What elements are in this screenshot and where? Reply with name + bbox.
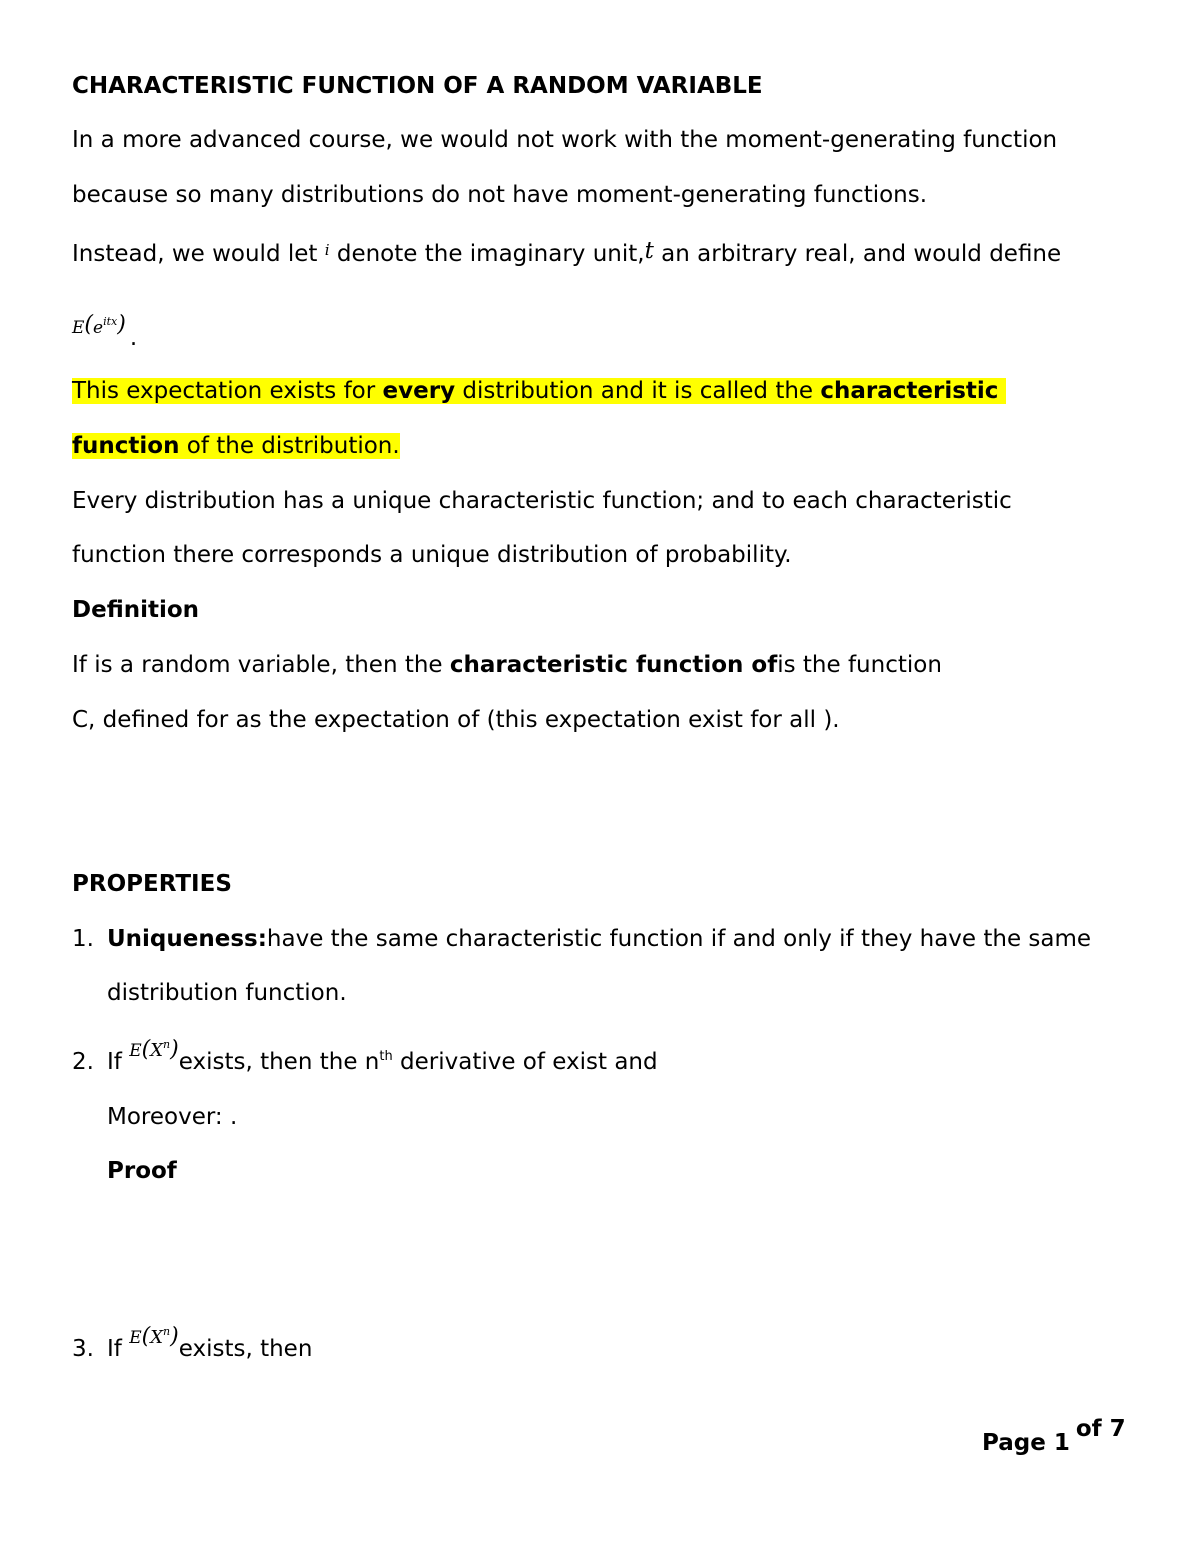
intro-line-2: because so many distributions do not have moment-generating functions. xyxy=(72,182,928,208)
proof-heading: Proof xyxy=(107,1158,177,1184)
property-3-line-1: If $E(X^n)exists$, then xyxy=(107,1324,313,1362)
intro-line-1: In a more advanced course, we would not work with the moment-generating function xyxy=(72,127,1058,153)
page-number: Page 1 xyxy=(982,1430,1070,1456)
unique-line-2: function there corresponds a unique distribution of probability. xyxy=(72,542,792,568)
property-2-line-1: If $E(X^n)exists$, then the $n^{th}$ derivative of exist and xyxy=(107,1037,658,1075)
highlight-line-2: function of the distribution. xyxy=(72,433,400,459)
page-footer xyxy=(982,1416,1126,1456)
intro-line-3: Instead, we would let $^i$ denote the imaginary unit,t an arbitrary real, and would define xyxy=(72,238,1062,267)
expectation-expression: $E(e^{itx})$. xyxy=(72,312,138,351)
property-2-number: 2. xyxy=(72,1049,94,1075)
page-total: of 7 xyxy=(1075,1416,1126,1442)
property-1-number: 1. xyxy=(72,926,94,952)
property-2-moreover: Moreover: . xyxy=(107,1104,238,1130)
definition-line-2: C, defined for as the expectation of (this expectation exist for all ). xyxy=(72,707,840,733)
definition-heading: Definition xyxy=(72,597,200,623)
math-expectation-xn: $E(X^n)$ xyxy=(129,1324,179,1349)
property-1-line-1: Uniqueness:have the same characteristic function if and only if they have the same xyxy=(107,926,1092,952)
math-var-t: t xyxy=(644,238,654,264)
math-var-i: i xyxy=(324,241,330,259)
property-3-number: 3. xyxy=(72,1336,94,1362)
properties-heading: PROPERTIES xyxy=(72,871,232,897)
property-1-line-2: distribution function. xyxy=(107,980,347,1006)
highlight-line-1: This expectation exists for every distribution and it is called the characteristic xyxy=(72,377,1006,405)
unique-line-1: Every distribution has a unique characteristic function; and to each characteristic xyxy=(72,488,1012,514)
math-expectation-xn: $E(X^n)$ xyxy=(129,1037,179,1062)
page-title: CHARACTERISTIC FUNCTION OF A RANDOM VARIABLE xyxy=(72,73,763,99)
definition-line-1: If is a random variable, then the characteristic function ofis the function xyxy=(72,652,942,678)
